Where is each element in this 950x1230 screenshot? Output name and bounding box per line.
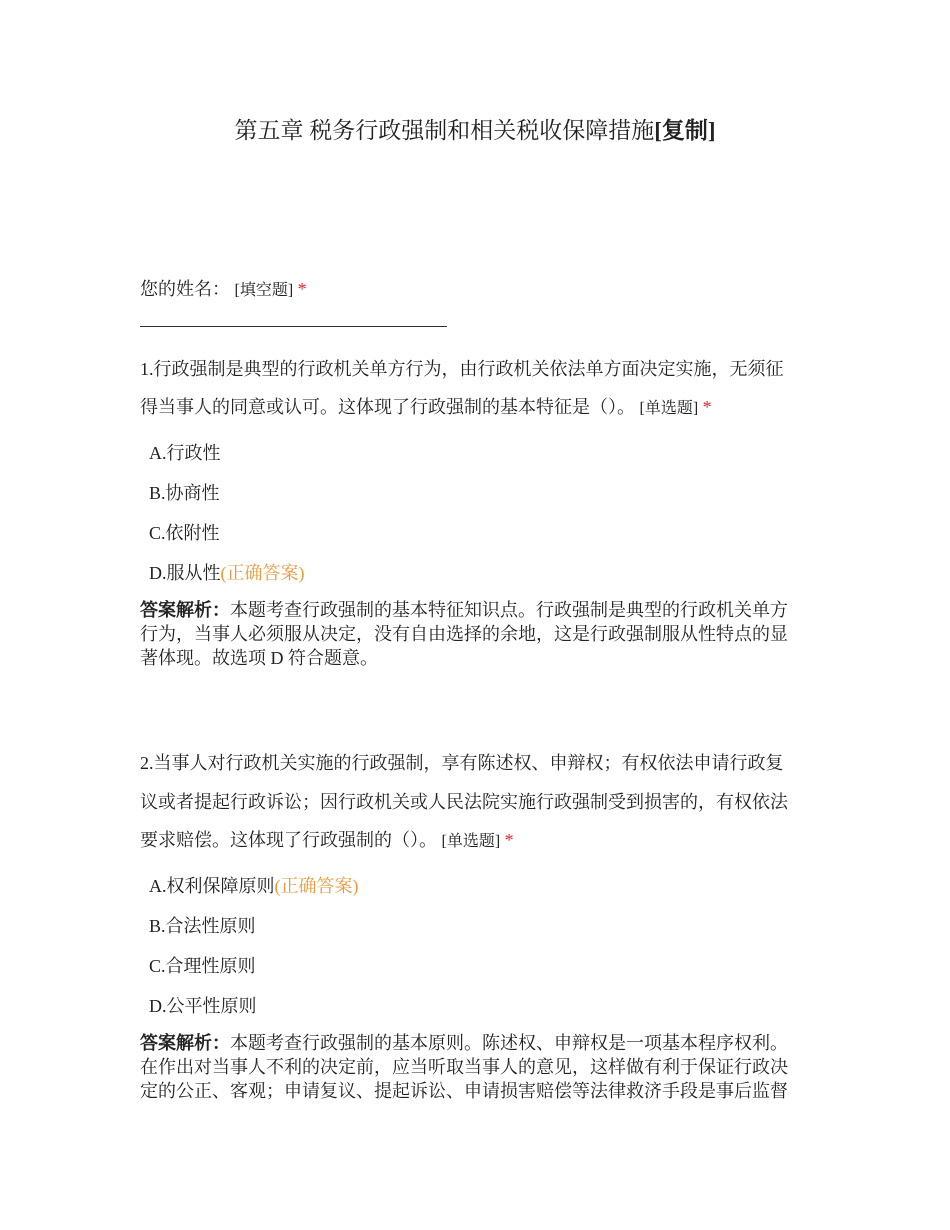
option-b[interactable]: B.合法性原则 bbox=[149, 916, 256, 936]
option-a[interactable] bbox=[149, 872, 359, 898]
question-type-tag: [单选题] bbox=[441, 833, 501, 850]
option-d[interactable] bbox=[149, 559, 305, 585]
answer-analysis-2 bbox=[140, 1031, 788, 1103]
correct-answer-label: (正确答案) bbox=[220, 563, 305, 583]
option-c[interactable]: C.依附性 bbox=[149, 523, 220, 543]
option-c[interactable]: C.合理性原则 bbox=[149, 956, 256, 976]
analysis-label: 答案解析： bbox=[140, 600, 230, 620]
page-title bbox=[0, 112, 950, 145]
option-b[interactable]: B.协商性 bbox=[149, 483, 220, 503]
analysis-text: 本题考查行政强制的基本特征知识点。行政强制是典型的行政机关单方 bbox=[230, 600, 788, 620]
analysis-text: 本题考查行政强制的基本原则。陈述权、申辩权是一项基本程序权利。 bbox=[230, 1033, 788, 1053]
question-text: 要求赔偿。这体现了行政强制的（）。 bbox=[140, 830, 437, 850]
name-label: 您的姓名： bbox=[140, 279, 230, 299]
question-1-line-1: 1.行政强制是典型的行政机关单方行为，由行政机关依法单方面决定实施，无须征 bbox=[140, 359, 784, 379]
required-marker: * bbox=[297, 279, 307, 299]
question-2-line-3 bbox=[140, 826, 514, 852]
title-text: 第五章 税务行政强制和相关税收保障措施 bbox=[234, 118, 655, 143]
name-question bbox=[140, 275, 307, 301]
analysis-text: 行为，当事人必须服从决定，没有自由选择的余地，这是行政强制服从性特点的显 bbox=[140, 624, 788, 644]
option-text: A.权利保障原则 bbox=[149, 876, 275, 896]
question-type-tag: [单选题] bbox=[639, 400, 699, 417]
question-type-tag: [填空题] bbox=[234, 282, 294, 299]
question-1-line-2 bbox=[140, 393, 712, 419]
name-input-line[interactable] bbox=[140, 326, 447, 327]
required-marker: * bbox=[702, 397, 712, 417]
analysis-text: 定的公正、客观；申请复议、提起诉讼、申请损害赔偿等法律救济手段是事后监督 bbox=[140, 1081, 788, 1101]
analysis-text: 在作出对当事人不利的决定前，应当听取当事人的意见，这样做有利于保证行政决 bbox=[140, 1057, 788, 1077]
option-text: D.服从性 bbox=[149, 563, 221, 583]
question-2-line-1: 2.当事人对行政机关实施的行政强制，享有陈述权、申辩权；有权依法申请行政复 bbox=[140, 753, 784, 773]
question-text: 得当事人的同意或认可。这体现了行政强制的基本特征是（）。 bbox=[140, 397, 635, 417]
answer-analysis-1 bbox=[140, 598, 788, 670]
required-marker: * bbox=[504, 830, 514, 850]
correct-answer-label: (正确答案) bbox=[274, 876, 359, 896]
analysis-label: 答案解析： bbox=[140, 1033, 230, 1053]
analysis-text: 著体现。故选项 D 符合题意。 bbox=[140, 648, 378, 668]
option-a[interactable]: A.行政性 bbox=[149, 443, 221, 463]
option-d[interactable]: D.公平性原则 bbox=[149, 996, 257, 1016]
title-suffix: [复制] bbox=[654, 118, 716, 143]
question-2-line-2: 议或者提起行政诉讼；因行政机关或人民法院实施行政强制受到损害的，有权依法 bbox=[140, 792, 788, 812]
